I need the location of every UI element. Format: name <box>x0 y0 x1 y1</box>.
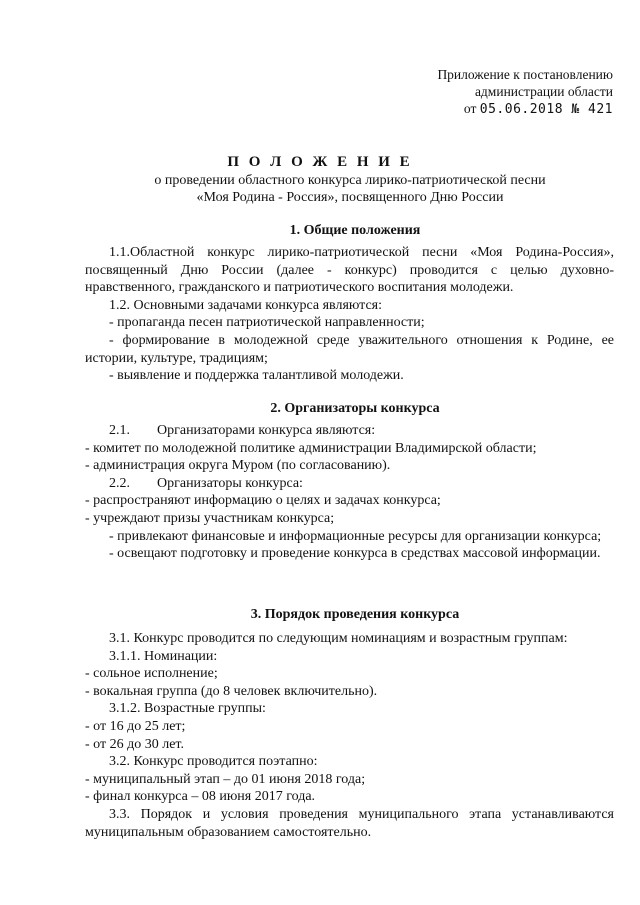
item-number: 2.2. <box>109 475 130 491</box>
paragraph: 3.1.2. Возрастные группы: <box>109 701 266 717</box>
section-1-body <box>85 244 614 385</box>
document-title: П О Л О Ж Е Н И Е <box>227 154 413 170</box>
section-2-body <box>85 422 614 563</box>
list-item: - от 26 до 30 лет. <box>85 736 184 752</box>
list-item: - привлекают финансовые и информационные ресурсы для организации конкурса; <box>109 528 602 544</box>
date-prefix: от <box>463 101 477 116</box>
appendix-date-line <box>437 100 613 118</box>
list-item: - пропаганда песен патриотической направленности; <box>109 315 425 331</box>
list-item: - комитет по молодежной политике администрации Владимирской области; <box>85 440 537 456</box>
paragraph <box>85 422 614 440</box>
appendix-line-1: Приложение к постановлению <box>437 67 613 82</box>
paragraph: 3.2. Конкурс проводится поэтапно: <box>109 754 318 770</box>
list-item: - выявление и поддержка талантливой молодежи. <box>109 368 404 384</box>
section-1 <box>96 222 614 240</box>
paragraph: 3.1. Конкурс проводится по следующим номинациям и возрастным группам: <box>109 631 568 646</box>
subtitle-line-1: о проведении областного конкурса лирико-патриотической песни <box>154 173 546 188</box>
paragraph: 1.2. Основными задачами конкурса являются: <box>109 297 382 313</box>
item-number: 2.1. <box>109 423 130 438</box>
document-subtitle <box>80 172 620 206</box>
item-text: Организаторы конкурса: <box>157 475 303 491</box>
list-item: - освещают подготовку и проведение конкурса в средствах массовой информации. <box>109 546 601 562</box>
list-item: - учреждают призы участникам конкурса; <box>85 510 335 526</box>
section-2 <box>96 400 614 418</box>
appendix-line-2: администрации области <box>474 84 613 99</box>
paragraph <box>85 475 614 493</box>
appendix-note <box>437 66 613 118</box>
list-item: - муниципальный этап – до 01 июня 2018 года; <box>85 771 366 787</box>
list-item: - от 16 до 25 лет; <box>85 718 186 734</box>
list-item: - вокальная группа (до 8 человек включительно). <box>85 683 378 699</box>
subtitle-line-2: «Моя Родина - Россия», посвященного Дню России <box>196 190 504 205</box>
list-item: - формирование в молодежной среде уважительного отношения к Родине, ее истории, культуре, традициям; <box>85 332 614 366</box>
section-heading: 2. Организаторы конкурса <box>270 401 440 416</box>
resolution-date-number: 05.06.2018 № 421 <box>479 102 613 117</box>
list-item: - администрация округа Муром (по согласованию). <box>85 458 391 474</box>
list-item: - сольное исполнение; <box>85 666 218 682</box>
paragraph: 3.1.1. Номинации: <box>109 648 218 664</box>
paragraph: 1.1.Областной конкурс лирико-патриотической песни «Моя Родина-Россия», посвященный Дню России (далее - конкурс) проводится с целью духовно-нравственного, гражданского и патриотического воспитания молодежи. <box>85 245 614 296</box>
list-item: - распространяют информацию о целях и задачах конкурса; <box>85 493 441 509</box>
section-heading: 3. Порядок проведения конкурса <box>250 607 460 622</box>
section-heading: 1. Общие положения <box>289 223 421 238</box>
section-3-body <box>85 630 614 841</box>
section-3 <box>96 606 614 624</box>
list-item: - финал конкурса – 08 июня 2017 года. <box>85 789 316 805</box>
item-text: Организаторами конкурса являются: <box>157 423 376 438</box>
paragraph: 3.3. Порядок и условия проведения муниципального этапа устанавливаются муниципальным образованием самостоятельно. <box>85 806 614 840</box>
